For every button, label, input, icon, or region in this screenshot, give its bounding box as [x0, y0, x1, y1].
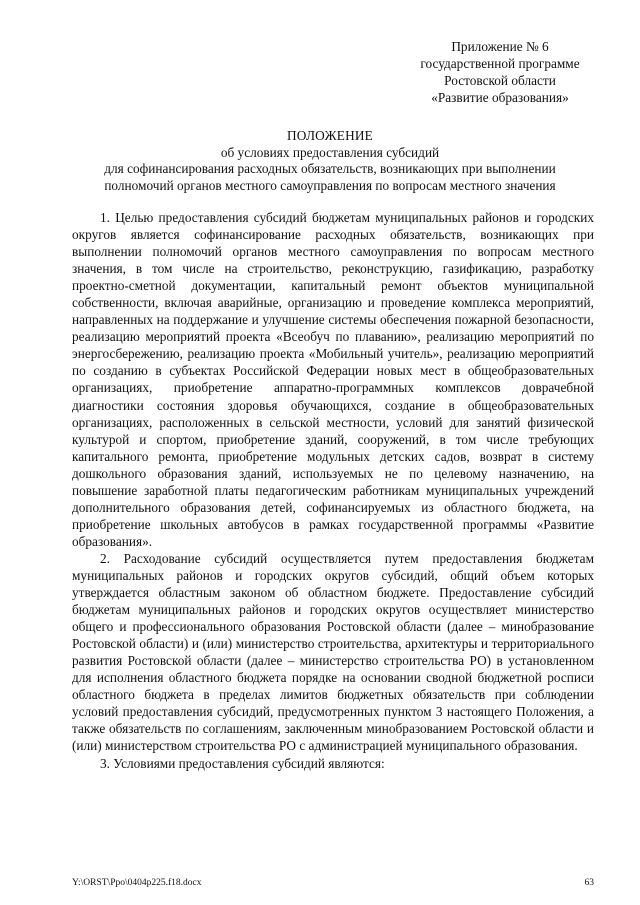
paragraph-1: 1. Целью предоставления субсидий бюджетам муниципальных районов и городских округов является софинансирование расходных обязательств, возникающих при выполнении полномочий органов местного самоуправления по вопросам местного значения, в том числе на строительство, реконструкцию, газификацию, разработку проектно-сметной документации, капитальный ремонт объектов муниципальной собственности, включая аварийные, организацию и проведение комплекса мероприятий, направленных на поддержание и улучшение системы обеспечения пожарной безопасности, реализацию мероприятий проекта «Всеобуч по плаванию», реализацию мероприятий по энергосбережению, реализацию проекта «Мобильный учитель», реализацию мероприятий по созданию в субъектах Российской Федерации новых мест в общеобразовательных организациях, приобретение аппаратно-программных комплексов доврачебной диагностики состояния здоровья обучающихся, создание в общеобразовательных организациях, расположенных в сельской местности, условий для занятий физической культурой и спортом, приобретение зданий, сооружений, в том числе требующих капитального ремонта, приобретение модульных детских садов, возврат в систему дошкольного образования зданий, используемых не по целевому назначению, на повышение заработной платы педагогическим работникам муниципальных учреждений дополнительного образования детей, софинансируемых из областного бюджета, на приобретение школьных автобусов в рамках государственной программы «Развитие образования».	[72, 210, 594, 549]
title-heading: ПОЛОЖЕНИЕ	[287, 128, 373, 143]
appendix-header	[400, 38, 600, 106]
title-line: полномочий органов местного самоуправления по вопросам местного значения	[104, 177, 556, 193]
document-title	[60, 128, 600, 194]
page-number: 63	[584, 878, 594, 888]
file-path: Y:\ORST\Ppo\0404p225.f18.docx	[72, 878, 202, 888]
paragraph-3: 3. Условиями предоставления субсидий являются:	[100, 755, 385, 771]
appendix-line: Приложение № 6	[451, 39, 549, 54]
appendix-line: «Развитие образования»	[431, 90, 569, 105]
document-body	[72, 209, 594, 772]
appendix-line: государственной программе	[420, 56, 580, 71]
paragraph-2: 2. Расходование субсидий осуществляется путем предоставления бюджетам муниципальных районов и городских округов субсидий, общий объем которых утверждается областным законом об областном бюджете. Предоставление субсидий бюджетам муниципальных районов и городских округов осуществляет министерство общего и профессионального образования Ростовской области (далее – минобразование Ростовской области) и (или) министерство строительства, архитектуры и территориального развития Ростовской области (далее – министерство строительства РО) в установленном для исполнения областного бюджета порядке на основании сводной бюджетной росписи областного бюджета в пределах лимитов бюджетных обязательств при соблюдении условий предоставления субсидий, предусмотренных пунктом 3 настоящего Положения, а также обязательств по соглашениям, заключенным минобразованием Ростовской области и (или) министерством строительства РО с администрацией муниципального образования.	[72, 550, 594, 754]
page-footer	[72, 878, 594, 888]
appendix-line: Ростовской области	[444, 73, 556, 88]
title-line: об условиях предоставления субсидий	[220, 144, 440, 160]
title-line: для софинансирования расходных обязательств, возникающих при выполнении	[104, 161, 556, 176]
